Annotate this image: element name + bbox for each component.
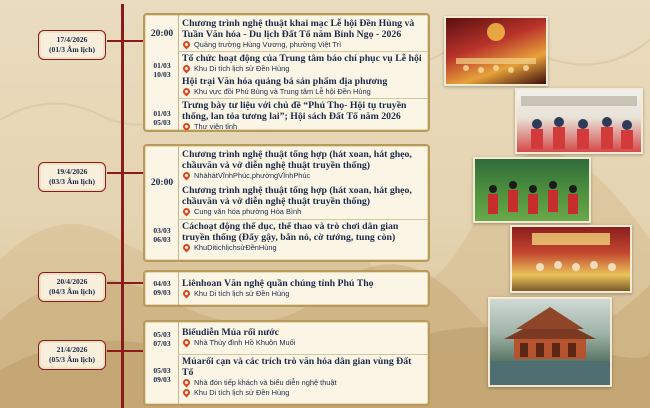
date-label: 20/4/2026 <box>56 277 88 286</box>
event-item <box>182 221 425 253</box>
event-title: Chương trình nghệ thuật khai mạc Lễ hội Đền Hùng và Tuần Văn hóa - Du lịch Đất Tổ năm Bính Ngọ - 2026 <box>182 18 415 40</box>
event-title: Tổ chức hoạt động của Trung tâm báo chí phục vụ Lễ hội <box>182 53 422 64</box>
lunar-date-label: (05/3 Âm lịch) <box>49 355 95 364</box>
event-title: Cáchoạt động thể dục, thể thao và trò chơi dân gian truyền thống (Đẩy gậy, bắn nỏ, cờ tướng, tung còn) <box>182 221 399 243</box>
event-title: Trưng bày tư liệu với chủ đề “Phú Thọ- Hội tụ truyền thống, lan tỏa tương lai”; Hội sách Đất Tổ năm 2026 <box>182 100 407 122</box>
event-item <box>182 278 425 299</box>
location-pin-icon <box>182 64 192 74</box>
lunar-date-label: (03/3 Âm lịch) <box>49 177 95 186</box>
event-item <box>182 76 425 97</box>
date-box <box>38 340 106 370</box>
date-label: 19/4/2026 <box>56 167 88 176</box>
location-pin-icon <box>182 87 192 97</box>
book-fair-photo <box>515 88 643 154</box>
event-time: 05/03 09/03 <box>153 366 171 384</box>
date-label: 17/4/2026 <box>56 35 88 44</box>
location-pin-icon <box>182 243 192 253</box>
schedule-card <box>143 270 430 307</box>
event-time: 20:00 <box>150 178 174 188</box>
date-box <box>38 272 106 302</box>
event-item <box>182 327 425 348</box>
event-item <box>182 100 425 132</box>
event-location: Khu Di tích lịch sử Đền Hùng <box>182 64 425 74</box>
event-location: Thư viện tỉnh <box>182 122 425 132</box>
event-time: 20:00 <box>150 29 174 39</box>
divider <box>179 51 428 52</box>
folk-dance-photo <box>473 157 591 223</box>
location-pin-icon <box>182 171 192 181</box>
location-pin-icon <box>182 207 192 217</box>
timeline-connector <box>107 40 143 42</box>
event-location: Khu vực đồi Phú Bùng và Trung tâm Lễ hội Đền Hùng <box>182 87 425 97</box>
schedule-card <box>143 320 430 406</box>
art-performance-photo <box>510 225 632 293</box>
location-pin-icon <box>182 40 192 50</box>
event-title: Múarối cạn và các trích trò văn hóa dân gian vùng Đất Tổ <box>182 356 412 378</box>
event-item <box>182 149 425 181</box>
date-box <box>38 30 106 60</box>
schedule-card <box>143 144 430 262</box>
event-location: Quảng trường Hùng Vương, phường Việt Trì <box>182 40 425 50</box>
timeline-connector <box>107 282 143 284</box>
timeline-connector <box>107 172 143 174</box>
event-title: Hội trại Văn hóa quảng bá sản phẩm địa phương <box>182 76 388 87</box>
location-pin-icon <box>182 289 192 299</box>
date-label: 21/4/2026 <box>56 345 88 354</box>
event-time: 05/03 07/03 <box>153 330 171 348</box>
event-location: Khu Di tích lịch sử Đền Hùng <box>182 388 425 398</box>
location-pin-icon <box>182 388 192 398</box>
event-item <box>182 185 425 217</box>
event-location: Cung văn hóa phường Hòa Bình <box>182 207 425 217</box>
event-title: Liênhoan Văn nghệ quần chúng tỉnh Phú Thọ <box>182 278 374 289</box>
event-title: Chương trình nghệ thuật tổng hợp (hát xoan, hát ghẹo, chầuvăn và vở diễn nghệ thuật truyền thống) <box>182 185 412 207</box>
date-box <box>38 162 106 192</box>
event-time: 03/03 06/03 <box>153 226 171 244</box>
location-pin-icon <box>182 378 192 388</box>
event-item <box>182 356 425 398</box>
schedule-card <box>143 13 430 132</box>
location-pin-icon <box>182 338 192 348</box>
lunar-date-label: (01/3 Âm lịch) <box>49 45 95 54</box>
event-location: Nhà Thủy đình Hồ Khuôn Muối <box>182 338 425 348</box>
event-location: KhuDitichlịchsửĐềnHùng <box>182 243 425 253</box>
divider <box>179 219 428 220</box>
event-title: Biểudiễn Múa rối nước <box>182 327 280 338</box>
event-location: Nhà đón tiếp khách và biểu diễn nghệ thuật <box>182 378 425 388</box>
water-puppet-pavilion-photo <box>488 297 612 387</box>
event-time: 01/03 10/03 <box>153 61 171 79</box>
divider <box>179 354 428 355</box>
event-location: Khu Di tích lịch sử Đền Hùng <box>182 289 425 299</box>
event-location: NhàhátVĩnhPhúc,phườngVĩnhPhúc <box>182 171 425 181</box>
timeline-connector <box>107 350 143 352</box>
event-time: 01/03 05/03 <box>153 109 171 127</box>
festival-stage-photo <box>444 16 548 86</box>
event-item <box>182 53 425 74</box>
event-time: 04/03 09/03 <box>153 279 171 297</box>
lunar-date-label: (04/3 Âm lịch) <box>49 287 95 296</box>
timeline-line <box>121 4 124 408</box>
location-pin-icon <box>182 122 192 132</box>
event-item <box>182 18 425 50</box>
divider <box>179 98 428 99</box>
event-title: Chương trình nghệ thuật tổng hợp (hát xoan, hát ghẹo, chầuvăn và vở diễn nghệ thuật truyền thống) <box>182 149 412 171</box>
